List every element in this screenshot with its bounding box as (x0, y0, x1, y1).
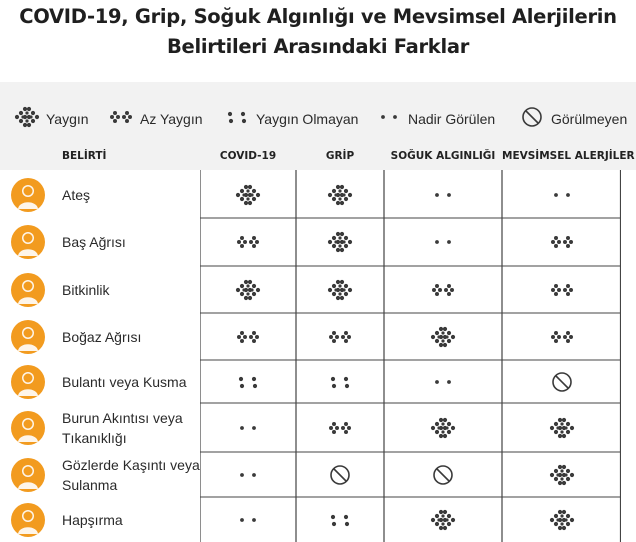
level-nadir-icon (384, 218, 502, 266)
level-olmayan-icon (296, 360, 384, 403)
level-az-icon (502, 313, 621, 360)
level-az-icon (200, 313, 296, 360)
level-az-icon (502, 266, 621, 313)
symptom-label-line: Burun Akıntısı veya (62, 410, 183, 426)
legend-label: Yaygın (46, 110, 89, 127)
rare-dots-icon (374, 105, 408, 132)
header-alerji: MEVSİMSEL ALERJİLER (502, 150, 635, 162)
level-yaygin-icon (296, 218, 384, 266)
header-covid: COVID-19 (219, 150, 277, 162)
symptom-label (62, 455, 200, 495)
title-line-2: Belirtileri Arasındaki Farklar (166, 35, 470, 58)
runny-nose-icon (11, 411, 45, 445)
table-header (0, 144, 636, 170)
fatigue-icon (11, 273, 45, 307)
level-az-icon (200, 218, 296, 266)
legend-item-az (106, 105, 203, 132)
common-dots-icon (12, 105, 46, 132)
level-yaygin-icon (296, 172, 384, 218)
legend-item-nadir (374, 105, 495, 132)
level-yaygin-icon (384, 403, 502, 452)
level-nadir-icon (502, 172, 621, 218)
level-yaygin-icon (384, 497, 502, 542)
level-yok-icon (384, 452, 502, 497)
level-yok-icon (296, 452, 384, 497)
sore-throat-icon (11, 320, 45, 354)
symptom-label: Ateş (62, 187, 91, 203)
level-yok-icon (502, 360, 621, 403)
symptom-label: Bulantı veya Kusma (62, 374, 187, 390)
legend (0, 82, 636, 144)
level-yaygin-icon (200, 266, 296, 313)
table-row (0, 360, 636, 403)
table-row (0, 218, 636, 266)
symptom-label: Boğaz Ağrısı (62, 329, 142, 345)
table-row (0, 497, 636, 542)
page-title (0, 2, 636, 62)
not-seen-icon (517, 105, 551, 132)
sneeze-icon (11, 503, 45, 537)
level-yaygin-icon (296, 266, 384, 313)
header-soguk: SOĞUK ALGINLIĞI (390, 150, 496, 162)
symptom-label: Hapşırma (62, 512, 123, 528)
title-line-1: COVID-19, Grip, Soğuk Algınlığı ve Mevsimsel Alerjilerin (19, 5, 617, 28)
legend-item-olmayan (222, 105, 358, 132)
headache-icon (11, 225, 45, 259)
itchy-eyes-icon (11, 458, 45, 492)
level-yaygin-icon (502, 452, 621, 497)
legend-label: Az Yaygın (140, 110, 203, 127)
legend-item-yaygin (12, 105, 89, 132)
symptom-label-line: Tıkanıklığı (62, 430, 127, 446)
level-yaygin-icon (384, 313, 502, 360)
table-row (0, 452, 636, 497)
level-olmayan-icon (296, 497, 384, 542)
symptom-label-line: Sulanma (62, 477, 118, 493)
header-grip: GRİP (325, 150, 355, 162)
legend-label: Nadir Görülen (408, 110, 496, 127)
symptom-label (62, 408, 183, 448)
uncommon-dots-icon (222, 105, 256, 132)
legend-label: Yaygın Olmayan (256, 110, 359, 127)
level-nadir-icon (200, 403, 296, 452)
legend-label: Görülmeyen (551, 110, 628, 127)
symptom-label: Baş Ağrısı (62, 234, 126, 250)
level-yaygin-icon (502, 403, 621, 452)
level-yaygin-icon (502, 497, 621, 542)
table-row (0, 172, 636, 218)
level-nadir-icon (384, 172, 502, 218)
level-az-icon (296, 313, 384, 360)
level-az-icon (502, 218, 621, 266)
level-az-icon (296, 403, 384, 452)
level-olmayan-icon (200, 360, 296, 403)
fever-icon (11, 178, 45, 212)
less-common-dots-icon (106, 105, 140, 132)
level-yaygin-icon (200, 172, 296, 218)
table-row (0, 266, 636, 313)
level-nadir-icon (200, 497, 296, 542)
level-nadir-icon (200, 452, 296, 497)
nausea-icon (11, 365, 45, 399)
table-row (0, 403, 636, 452)
header-symptom: BELİRTİ (62, 150, 107, 162)
symptom-label: Bitkinlik (62, 282, 110, 298)
legend-item-yok (517, 105, 627, 132)
level-nadir-icon (384, 360, 502, 403)
level-az-icon (384, 266, 502, 313)
table-row (0, 313, 636, 360)
symptom-label-line: Gözlerde Kaşıntı veya (62, 457, 200, 473)
